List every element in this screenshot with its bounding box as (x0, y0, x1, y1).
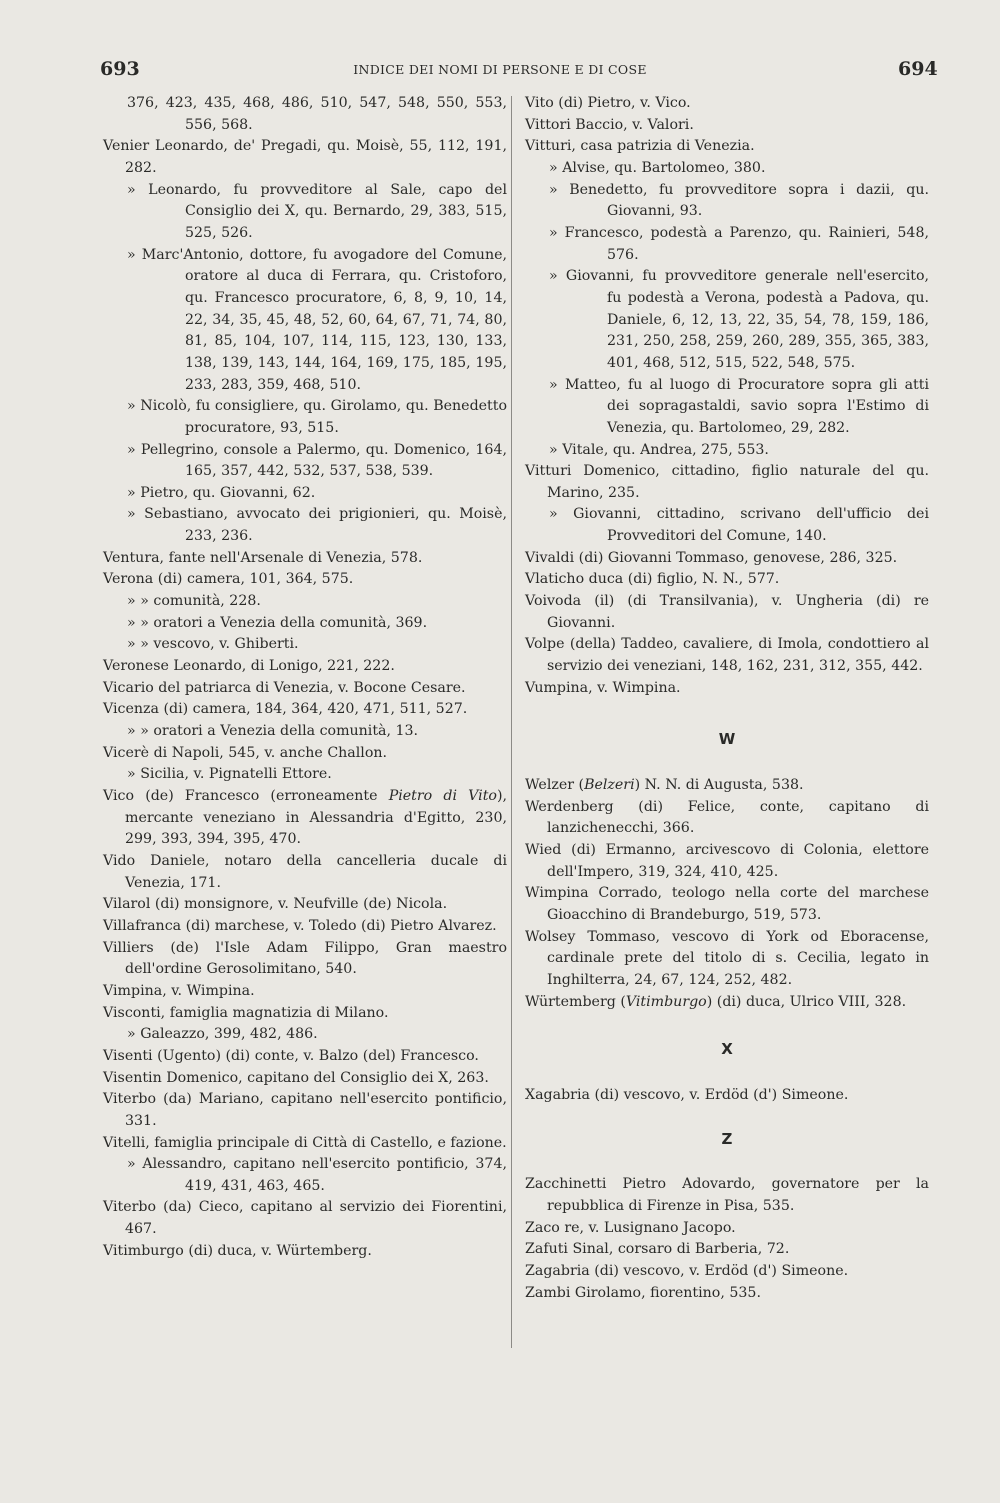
index-entry: Vivaldi (di) Giovanni Tommaso, genovese, 286, 325. (525, 549, 898, 566)
index-entry: Zafuti Sinal, corsaro di Barberia, 72. (525, 1241, 790, 1258)
index-entry: Vicerè di Napoli, 545, v. anche Challon. (103, 744, 388, 761)
index-entry: Xagabria (di) vescovo, v. Erdöd (d') Simeone. (525, 1086, 849, 1103)
index-entry: Visconti, famiglia magnatizia di Milano. (103, 1004, 389, 1021)
index-entry: » Alessandro, capitano nell'esercito pontificio, 374, 419, 431, 463, 465. (127, 1156, 507, 1194)
section-v (525, 93, 929, 699)
index-entry: » Pietro, qu. Giovanni, 62. (127, 484, 316, 501)
index-entry: Vicenza (di) camera, 184, 364, 420, 471, 511, 527. (103, 701, 468, 718)
index-entry: » » comunità, 228. (127, 593, 261, 610)
index-entry: » Giovanni, fu provveditore generale nell'esercito, fu podestà a Verona, podestà a Padova, qu. Daniele, 6, 12, 13, 22, 35, 54, 78, 159, 186, 231, 250, 258, 259, 260, 289, 355, 365, 383, 401, 468, 512, 515, 522, 548, 575. (549, 268, 929, 371)
index-entry: Villafranca (di) marchese, v. Toledo (di) Pietro Alvarez. (103, 917, 497, 934)
section-x (525, 1085, 929, 1107)
index-entry: » Alvise, qu. Bartolomeo, 380. (549, 159, 766, 176)
index-entry: Voivoda (il) (di Transilvania), v. Ungheria (di) re Giovanni. (525, 593, 929, 631)
index-entry: » » oratori a Venezia della comunità, 369. (127, 614, 428, 631)
column-divider (511, 96, 512, 1348)
running-title: INDICE DEI NOMI DI PERSONE E DI COSE (353, 62, 647, 77)
left-column (103, 93, 507, 1262)
index-entry: Vlaticho duca (di) figlio, N. N., 577. (525, 571, 780, 588)
index-entry: Werdenberg (di) Felice, conte, capitano di lanzichenecchi, 366. (525, 798, 929, 837)
index-entry: » Leonardo, fu provveditore al Sale, capo del Consiglio dei X, qu. Bernardo, 29, 383, 515, 525, 526. (127, 181, 507, 241)
index-entry: » Galeazzo, 399, 482, 486. (127, 1026, 318, 1043)
index-entry: Villiers (de) l'Isle Adam Filippo, Gran maestro dell'ordine Gerosolimitano, 540. (103, 939, 507, 978)
index-entry: Ventura, fante nell'Arsenale di Venezia, 578. (103, 549, 423, 566)
index-entry: Zambi Girolamo, fiorentino, 535. (525, 1284, 761, 1301)
section-letter-x: X (721, 1040, 733, 1059)
index-entry: Visentin Domenico, capitano del Consiglio dei X, 263. (103, 1069, 489, 1086)
index-entry: » » vescovo, v. Ghiberti. (127, 636, 299, 653)
index-entry: Vitturi, casa patrizia di Venezia. (525, 138, 755, 155)
index-entry: Venier Leonardo, de' Pregadi, qu. Moisè, 55, 112, 191, 282. (103, 138, 507, 176)
index-entry: Wimpina Corrado, teologo nella corte del marchese Gioacchino di Brandeburgo, 519, 573. (525, 885, 929, 923)
index-entry: Verona (di) camera, 101, 364, 575. (103, 571, 354, 588)
index-entry: Zacchinetti Pietro Adovardo, governatore per la repubblica di Firenze in Pisa, 535. (525, 1176, 929, 1214)
section-z (525, 1174, 929, 1304)
index-entry: Visenti (Ugento) (di) conte, v. Balzo (del) Francesco. (103, 1047, 479, 1064)
index-entry: Wolsey Tommaso, vescovo di York od Eboracense, cardinale prete del titolo di s. Cecilia, legato in Inghilterra, 24, 67, 124, 252, 482. (525, 928, 929, 988)
index-entry: Zagabria (di) vescovo, v. Erdöd (d') Simeone. (525, 1262, 849, 1279)
index-entry: Vico (de) Francesco (erroneamente Pietro di Vito), mercante veneziano in Alessandria d'Egitto, 230, 299, 393, 394, 395, 470. (103, 788, 507, 848)
index-entry: Viterbo (da) Cieco, capitano al servizio dei Fiorentini, 467. (103, 1199, 507, 1238)
index-entry: Zaco re, v. Lusignano Jacopo. (525, 1219, 736, 1236)
right-column (525, 93, 929, 1304)
index-entry: Vito (di) Pietro, v. Vico. (525, 95, 691, 111)
index-entry: Vittori Baccio, v. Valori. (525, 116, 694, 133)
section-letter-z: Z (721, 1129, 733, 1148)
index-entry: Vicario del patriarca di Venezia, v. Bocone Cesare. (103, 679, 466, 696)
section-letter-w: W (718, 730, 736, 749)
index-entry: Vimpina, v. Wimpina. (103, 982, 255, 999)
index-entry: » Nicolò, fu consigliere, qu. Girolamo, qu. Benedetto procuratore, 93, 515. (127, 398, 507, 436)
index-entry: Wied (di) Ermanno, arcivescovo di Colonia, elettore dell'Impero, 319, 324, 410, 425. (525, 842, 929, 880)
index-entry: » Matteo, fu al luogo di Procuratore sopra gli atti dei sopragastaldi, savio sopra l'Estimo di Venezia, qu. Bartolomeo, 29, 282. (549, 376, 929, 436)
index-entry: Würtemberg (Vitimburgo) (di) duca, Ulrico VIII, 328. (525, 993, 907, 1010)
index-entry: Vilarol (di) monsignore, v. Neufville (de) Nicola. (103, 896, 448, 913)
index-entry: » Sicilia, v. Pignatelli Ettore. (127, 766, 332, 783)
index-entry: Vumpina, v. Wimpina. (525, 679, 681, 696)
index-entry: Vitimburgo (di) duca, v. Würtemberg. (103, 1242, 372, 1259)
index-entry: » Benedetto, fu provveditore sopra i dazii, qu. Giovanni, 93. (549, 181, 929, 220)
index-entry: » Francesco, podestà a Parenzo, qu. Rainieri, 548, 576. (549, 224, 929, 263)
index-entry: Viterbo (da) Mariano, capitano nell'esercito pontificio, 331. (103, 1091, 507, 1129)
page-number-right: 694 (898, 58, 938, 80)
page-number-left: 693 (100, 58, 140, 80)
index-entry: 376, 423, 435, 468, 486, 510, 547, 548, 550, 553, 556, 568. (127, 95, 507, 133)
index-entry: Welzer (Belzeri) N. N. di Augusta, 538. (525, 777, 804, 794)
index-entry: » Marc'Antonio, dottore, fu avogadore del Comune, oratore al duca di Ferrara, qu. Cristoforo, qu. Francesco procuratore, 6, 8, 9, 10, 14, 22, 34, 35, 45, 48, 52, 60, 64, 67, 71, 74, 80, 81, 85, 104, 107, 114, 115, 123, 130, 133, 138, 139, 143, 144, 164, 169, 175, 185, 195, 233, 283, 359, 468, 510. (127, 246, 507, 393)
index-entry: » Pellegrino, console a Palermo, qu. Domenico, 164, 165, 357, 442, 532, 537, 538, 539. (127, 441, 507, 480)
index-entry: Volpe (della) Taddeo, cavaliere, di Imola, condottiero al servizio dei veneziani, 148, 162, 231, 312, 355, 442. (525, 636, 929, 675)
index-entry: » » oratori a Venezia della comunità, 13. (127, 723, 419, 740)
index-entry: » Sebastiano, avvocato dei prigionieri, qu. Moisè, 233, 236. (127, 506, 507, 545)
index-entry: » Vitale, qu. Andrea, 275, 553. (549, 441, 769, 458)
index-entry: Vido Daniele, notaro della cancelleria ducale di Venezia, 171. (103, 852, 507, 891)
section-w (525, 775, 929, 1013)
index-entry: » Giovanni, cittadino, scrivano dell'ufficio dei Provveditori del Comune, 140. (549, 506, 929, 545)
index-entry: Vitelli, famiglia principale di Città di Castello, e fazione. (103, 1134, 507, 1151)
index-entry: Vitturi Domenico, cittadino, figlio naturale del qu. Marino, 235. (525, 463, 929, 501)
index-entry: Veronese Leonardo, di Lonigo, 221, 222. (103, 658, 395, 675)
